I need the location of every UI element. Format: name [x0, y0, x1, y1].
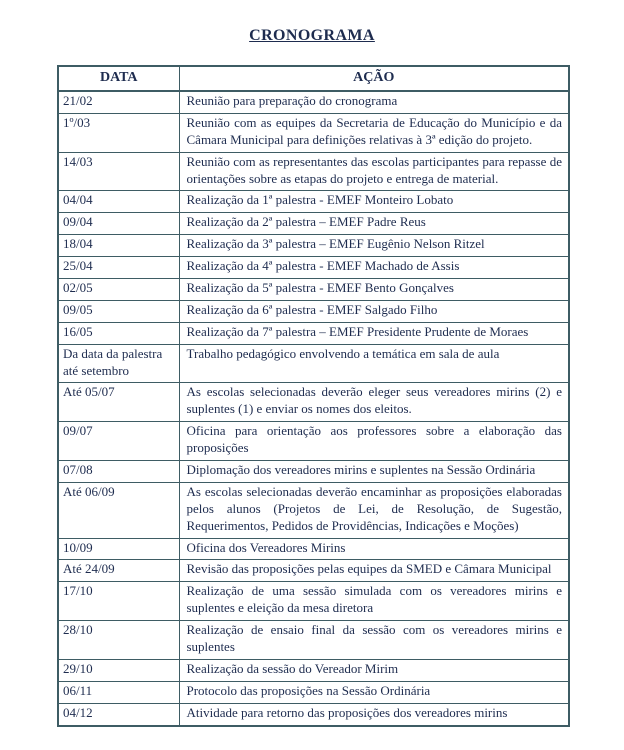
table-row	[58, 383, 569, 422]
date-cell: 21/02	[58, 91, 179, 113]
table-row	[58, 279, 569, 301]
table-row	[58, 560, 569, 582]
date-cell: 29/10	[58, 659, 179, 681]
table-row	[58, 461, 569, 483]
table-row	[58, 191, 569, 213]
action-cell: As escolas selecionadas deverão encaminhar as proposições elaboradas pelos alunos (Projetos de Lei, de Resolução, de Sugestão, Requerimentos, Pedidos de Providências, Indicações e Moções)	[179, 482, 569, 538]
table-row	[58, 582, 569, 621]
table-row	[58, 113, 569, 152]
schedule-table	[57, 65, 570, 727]
action-cell: Realização da 4ª palestra - EMEF Machado de Assis	[179, 257, 569, 279]
table-row	[58, 422, 569, 461]
date-cell: 28/10	[58, 621, 179, 660]
action-cell: Realização da 7ª palestra – EMEF Presidente Prudente de Moraes	[179, 322, 569, 344]
table-row	[58, 300, 569, 322]
table-row	[58, 152, 569, 191]
action-cell: Atividade para retorno das proposições dos vereadores mirins	[179, 703, 569, 725]
date-cell: 02/05	[58, 279, 179, 301]
table-header-row	[58, 66, 569, 91]
date-cell: 16/05	[58, 322, 179, 344]
table-row	[58, 621, 569, 660]
date-cell: 17/10	[58, 582, 179, 621]
column-header-data: DATA	[58, 66, 179, 91]
action-cell: Reunião com as equipes da Secretaria de Educação do Município e da Câmara Municipal para definições relativas à 3ª edição do projeto.	[179, 113, 569, 152]
action-cell: Protocolo das proposições na Sessão Ordinária	[179, 681, 569, 703]
table-row	[58, 213, 569, 235]
action-cell: Diplomação dos vereadores mirins e suplentes na Sessão Ordinária	[179, 461, 569, 483]
date-cell: 14/03	[58, 152, 179, 191]
date-cell: 1º/03	[58, 113, 179, 152]
table-row	[58, 322, 569, 344]
date-cell: Até 05/07	[58, 383, 179, 422]
page-title: CRONOGRAMA	[249, 27, 375, 44]
table-row	[58, 538, 569, 560]
date-cell: Até 06/09	[58, 482, 179, 538]
date-cell: Da data da palestra até setembro	[58, 344, 179, 383]
action-cell: Realização da 6ª palestra - EMEF Salgado Filho	[179, 300, 569, 322]
action-cell: Oficina para orientação aos professores sobre a elaboração das proposições	[179, 422, 569, 461]
action-cell: Realização da 2ª palestra – EMEF Padre Reus	[179, 213, 569, 235]
table-row	[58, 659, 569, 681]
action-cell: Realização da 3ª palestra – EMEF Eugênio Nelson Ritzel	[179, 235, 569, 257]
date-cell: 25/04	[58, 257, 179, 279]
date-cell: 09/04	[58, 213, 179, 235]
date-cell: 18/04	[58, 235, 179, 257]
date-cell: 06/11	[58, 681, 179, 703]
table-row	[58, 91, 569, 113]
action-cell: Trabalho pedagógico envolvendo a temática em sala de aula	[179, 344, 569, 383]
table-row	[58, 703, 569, 725]
action-cell: Revisão das proposições pelas equipes da SMED e Câmara Municipal	[179, 560, 569, 582]
date-cell: Até 24/09	[58, 560, 179, 582]
date-cell: 09/05	[58, 300, 179, 322]
table-row	[58, 257, 569, 279]
action-cell: Realização de uma sessão simulada com os vereadores mirins e suplentes e eleição da mesa diretora	[179, 582, 569, 621]
action-cell: Realização da 1ª palestra - EMEF Monteiro Lobato	[179, 191, 569, 213]
date-cell: 09/07	[58, 422, 179, 461]
date-cell: 04/12	[58, 703, 179, 725]
table-row	[58, 681, 569, 703]
action-cell: Reunião para preparação do cronograma	[179, 91, 569, 113]
action-cell: Realização da 5ª palestra - EMEF Bento Gonçalves	[179, 279, 569, 301]
action-cell: As escolas selecionadas deverão eleger seus vereadores mirins (2) e suplentes (1) e enviar os nomes dos eleitos.	[179, 383, 569, 422]
document-page	[0, 27, 624, 750]
table-row	[58, 235, 569, 257]
date-cell: 10/09	[58, 538, 179, 560]
action-cell: Realização da sessão do Vereador Mirim	[179, 659, 569, 681]
date-cell: 07/08	[58, 461, 179, 483]
schedule-table-body	[58, 91, 569, 726]
action-cell: Reunião com as representantes das escolas participantes para repasse de orientações sobre as etapas do projeto e entrega de material.	[179, 152, 569, 191]
action-cell: Realização de ensaio final da sessão com os vereadores mirins e suplentes	[179, 621, 569, 660]
action-cell: Oficina dos Vereadores Mirins	[179, 538, 569, 560]
column-header-acao: AÇÃO	[179, 66, 569, 91]
table-row	[58, 344, 569, 383]
table-row	[58, 482, 569, 538]
date-cell: 04/04	[58, 191, 179, 213]
